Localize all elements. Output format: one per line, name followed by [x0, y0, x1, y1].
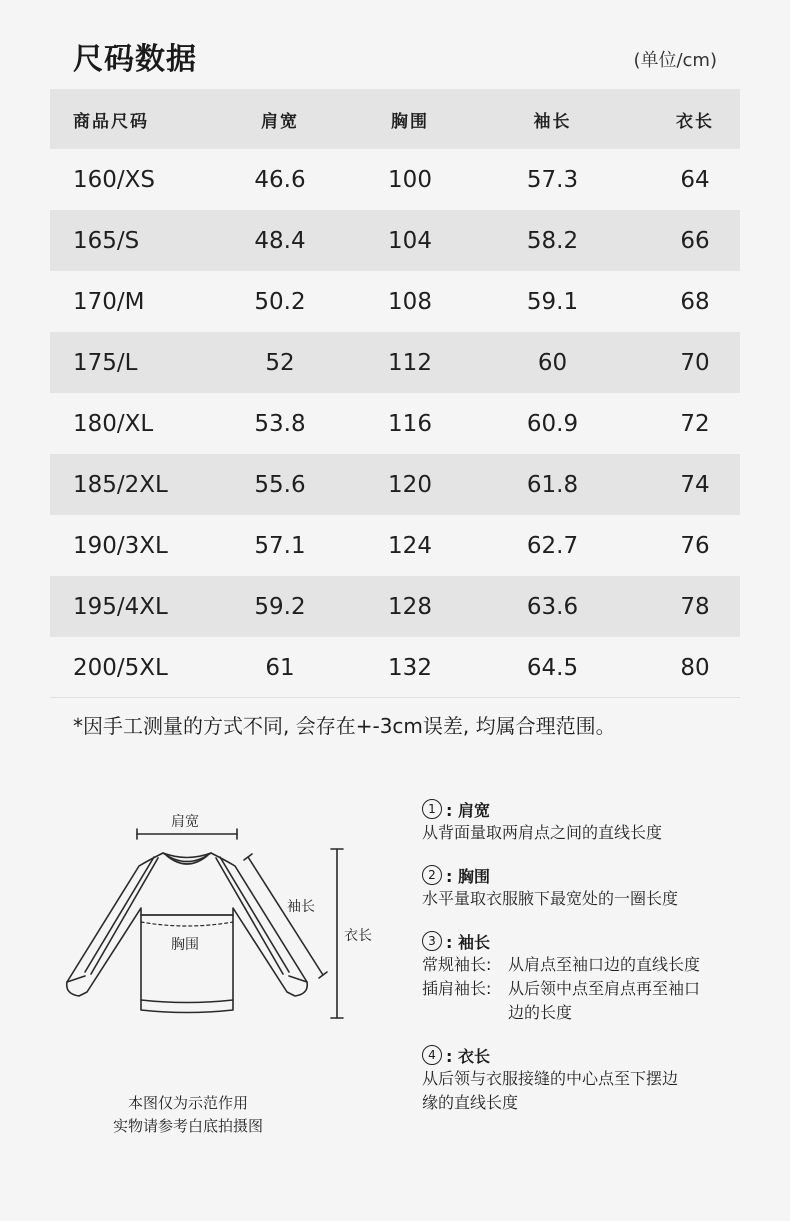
cell-shoulder: 46.6	[254, 166, 306, 193]
cell-sleeve: 64.5	[526, 654, 579, 681]
table-row	[50, 149, 740, 210]
cell-size: 195/4XL	[73, 593, 168, 620]
cell-length: 70	[680, 349, 710, 376]
definition-sleeve	[422, 929, 762, 1025]
definition-text: 从后领与衣服接缝的中心点至下摆边	[422, 1069, 679, 1088]
caption-line: 实物请参考白底拍摄图	[112, 1117, 263, 1135]
header-chest: 胸围	[391, 111, 429, 132]
cell-shoulder: 53.8	[254, 410, 306, 437]
definition-title: : 袖长	[446, 932, 490, 952]
cell-size: 165/S	[73, 227, 140, 254]
cell-length: 76	[680, 532, 710, 559]
table-row	[50, 271, 740, 332]
header-shoulder: 肩宽	[261, 111, 299, 132]
circled-number-icon: 4	[422, 1045, 442, 1065]
cell-length: 68	[680, 288, 710, 315]
size-table	[50, 89, 740, 698]
cell-size: 190/3XL	[73, 532, 168, 559]
definition-title: : 肩宽	[446, 800, 490, 820]
table-row	[50, 332, 740, 393]
table-row	[50, 454, 740, 515]
diagram-label-shoulder: 肩宽	[171, 814, 199, 830]
diagram-label-sleeve: 袖长	[287, 899, 315, 915]
diagram-caption	[83, 1092, 293, 1138]
definition-key: 插肩袖长:	[422, 979, 492, 998]
cell-shoulder: 50.2	[254, 288, 306, 315]
measurement-note: *因手工测量的方式不同, 会存在+-3cm误差, 均属合理范围。	[73, 714, 616, 738]
table-row	[50, 637, 740, 698]
definition-value: 从肩点至袖口边的直线长度	[508, 955, 701, 974]
definition-text: 缘的直线长度	[422, 1093, 519, 1112]
cell-shoulder: 52	[265, 349, 295, 376]
diagram-label-length: 衣长	[344, 928, 372, 944]
definition-line	[422, 977, 762, 1001]
cell-sleeve: 61.8	[526, 471, 579, 498]
circled-number-icon: 1	[422, 799, 442, 819]
definition-shoulder	[422, 797, 762, 845]
definition-value: 边的长度	[508, 1003, 573, 1022]
header-length: 衣长	[676, 111, 714, 132]
cell-length: 64	[680, 166, 710, 193]
cell-chest: 100	[388, 166, 432, 193]
cell-size: 160/XS	[73, 166, 156, 193]
cell-shoulder: 57.1	[254, 532, 306, 559]
definition-line	[422, 1001, 762, 1025]
cell-chest: 116	[388, 410, 432, 437]
cell-length: 80	[680, 654, 710, 681]
table-header	[50, 89, 740, 149]
cell-size: 170/M	[73, 288, 145, 315]
cell-chest: 128	[388, 593, 432, 620]
cell-chest: 112	[388, 349, 432, 376]
cell-shoulder: 59.2	[254, 593, 306, 620]
cell-sleeve: 57.3	[526, 166, 579, 193]
cell-length: 66	[680, 227, 710, 254]
cell-chest: 120	[388, 471, 432, 498]
cell-chest: 104	[388, 227, 432, 254]
cell-size: 175/L	[73, 349, 138, 376]
cell-length: 78	[680, 593, 710, 620]
header-size: 商品尺码	[73, 111, 149, 132]
table-row	[50, 393, 740, 454]
circled-number-icon: 3	[422, 931, 442, 951]
table-row	[50, 576, 740, 637]
definition-text: 水平量取衣服腋下最宽处的一圈长度	[422, 889, 679, 908]
cell-length: 74	[680, 471, 710, 498]
cell-sleeve: 58.2	[526, 227, 579, 254]
cell-chest: 132	[388, 654, 432, 681]
table-row	[50, 210, 740, 271]
cell-sleeve: 60.9	[526, 410, 579, 437]
caption-line: 本图仅为示范作用	[127, 1094, 248, 1112]
divider	[50, 697, 740, 698]
unit-label: (单位/cm)	[633, 50, 717, 71]
cell-sleeve: 62.7	[526, 532, 579, 559]
cell-size: 185/2XL	[73, 471, 168, 498]
definition-title: : 胸围	[446, 866, 490, 886]
table-row	[50, 515, 740, 576]
cell-size: 200/5XL	[73, 654, 168, 681]
cell-shoulder: 48.4	[254, 227, 306, 254]
cell-sleeve: 63.6	[526, 593, 579, 620]
cell-chest: 108	[388, 288, 432, 315]
sweatshirt-illustration-icon	[55, 800, 385, 1040]
definition-value: 从后领中点至肩点再至袖口	[508, 979, 701, 998]
measurement-definitions	[422, 797, 762, 1133]
cell-sleeve: 59.1	[526, 288, 579, 315]
diagram-label-chest: 胸围	[171, 937, 199, 953]
cell-length: 72	[680, 410, 710, 437]
cell-sleeve: 60	[537, 349, 568, 376]
sweatshirt-diagram	[55, 800, 385, 1040]
cell-size: 180/XL	[73, 410, 154, 437]
cell-chest: 124	[388, 532, 432, 559]
definition-key	[422, 1001, 508, 1025]
definition-key: 常规袖长:	[422, 955, 492, 974]
definition-chest	[422, 863, 762, 911]
page-title: 尺码数据	[73, 42, 197, 77]
cell-shoulder: 61	[265, 654, 295, 681]
header-sleeve: 袖长	[533, 111, 572, 132]
definition-title: : 衣长	[446, 1046, 490, 1066]
cell-shoulder: 55.6	[254, 471, 306, 498]
definition-text: 从背面量取两肩点之间的直线长度	[422, 823, 663, 842]
definition-line	[422, 953, 762, 977]
circled-number-icon: 2	[422, 865, 442, 885]
definition-length	[422, 1043, 762, 1115]
